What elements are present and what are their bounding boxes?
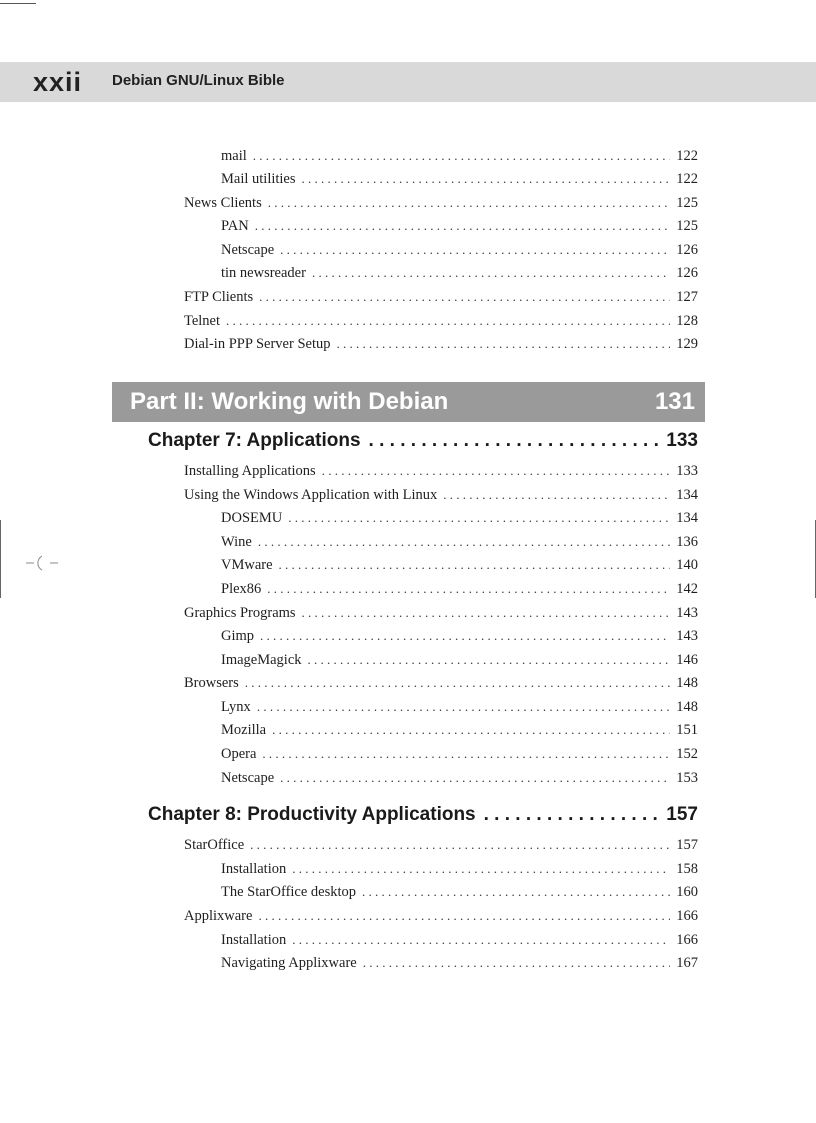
part-title: Part II: Working with Debian — [130, 388, 449, 415]
toc-entry: Browsers . . . 148 — [184, 675, 698, 697]
toc-entry: Applixware . . . 166 — [184, 908, 698, 930]
toc-entry: Using the Windows Application with Linux . . . 134 — [184, 487, 698, 509]
toc-entry: The StarOffice desktop . . . 160 — [221, 884, 698, 906]
toc-entry: Telnet . . . 128 — [184, 313, 698, 335]
toc-entry: Installation . . . 158 — [221, 861, 698, 883]
toc-entry: Mail utilities . . . 122 — [221, 171, 698, 193]
toc-entry: VMware . . . 140 — [221, 557, 698, 579]
toc-entry: Installation . . . 166 — [221, 932, 698, 954]
part-heading — [112, 382, 705, 422]
toc-entry: mail . . . 122 — [221, 148, 698, 170]
toc-entry: tin newsreader . . . 126 — [221, 265, 698, 287]
toc-entry: Graphics Programs . . . 143 — [184, 605, 698, 627]
part-page: 131 — [654, 388, 695, 415]
toc-entry: Installing Applications . . . 133 — [184, 463, 698, 485]
toc-entry: StarOffice . . . 157 — [184, 837, 698, 859]
toc-entry: Opera . . . 152 — [221, 746, 698, 768]
chapter-heading: Chapter 7: Applications . . . 133 — [148, 430, 698, 458]
toc-entry: ImageMagick . . . 146 — [221, 652, 698, 674]
toc-entry: Netscape . . . 126 — [221, 242, 698, 264]
running-head: Debian GNU/Linux Bible — [112, 72, 285, 89]
toc-entry: Wine . . . 136 — [221, 534, 698, 556]
toc-entry: Mozilla . . . 151 — [221, 722, 698, 744]
toc-entry: Lynx . . . 148 — [221, 699, 698, 721]
toc-entry: Navigating Applixware . . . 167 — [221, 955, 698, 977]
toc-entry: Netscape . . . 153 — [221, 770, 698, 792]
toc-entry: Plex86 . . . 142 — [221, 581, 698, 603]
toc-entry: Dial-in PPP Server Setup . . . 129 — [184, 336, 698, 358]
toc-entry: Gimp . . . 143 — [221, 628, 698, 650]
toc-entry: FTP Clients . . . 127 — [184, 289, 698, 311]
page-number: xxii — [33, 67, 83, 97]
toc-entry: DOSEMU . . . 134 — [221, 510, 698, 532]
toc-entry: News Clients . . . 125 — [184, 195, 698, 217]
chapter-heading: Chapter 8: Productivity Applications . . . 157 — [148, 804, 698, 832]
toc-entry: PAN . . . 125 — [221, 218, 698, 240]
